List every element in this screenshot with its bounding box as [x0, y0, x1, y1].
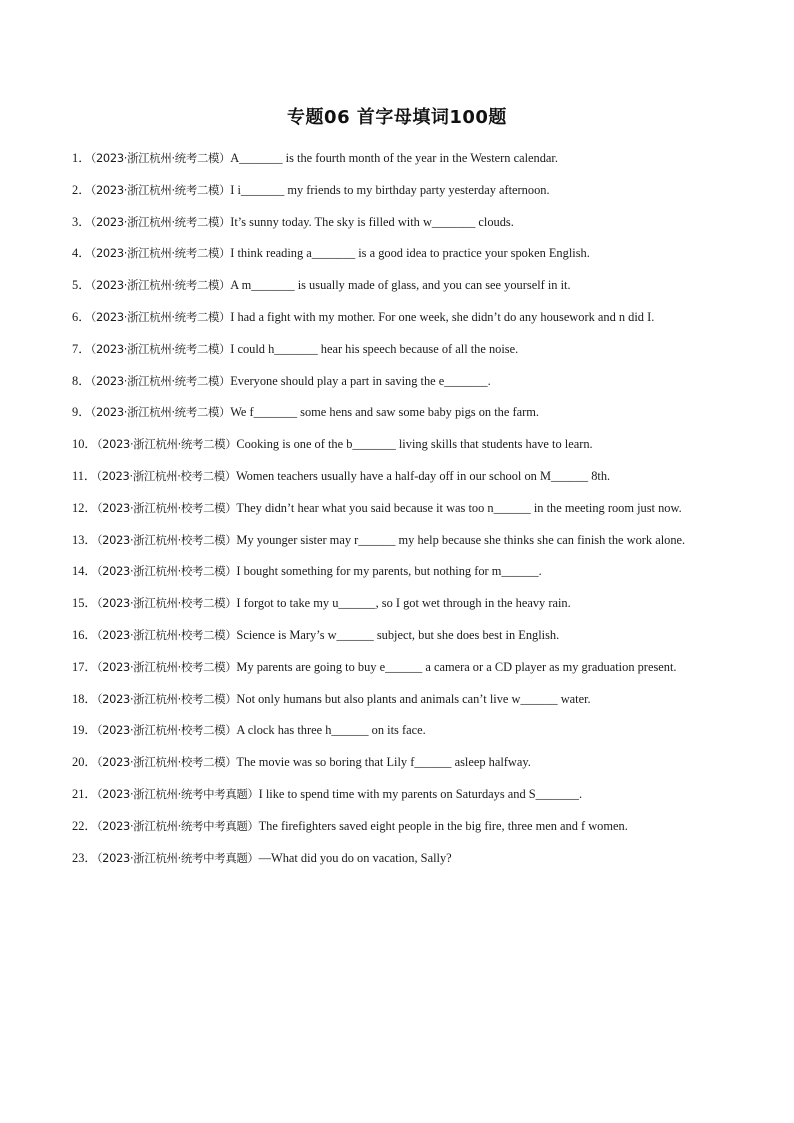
question-item: [72, 397, 723, 429]
question-list: [72, 143, 723, 874]
question-text: We f_______ some hens and saw some baby pigs on the farm.: [230, 405, 539, 420]
question-number: 12．: [72, 500, 97, 515]
question-text: A_______ is the fourth month of the year in the Western calendar.: [230, 151, 558, 165]
question-item: [72, 429, 723, 461]
question-source: （2023·浙江杭州·校考二模）: [96, 691, 237, 706]
question-source: （2023·浙江杭州·统考中考真题）: [96, 850, 259, 865]
question-number: 1．: [72, 151, 91, 165]
question-item: [72, 588, 723, 620]
question-source: （2023·浙江杭州·统考二模）: [90, 373, 231, 388]
question-item: [72, 493, 723, 525]
question-source: （2023·浙江杭州·统考二模）: [96, 437, 237, 452]
question-text: Women teachers usually have a half-day off in our school on M______ 8th.: [235, 468, 611, 483]
question-number: 10．: [72, 437, 97, 452]
question-text: I think reading a_______ is a good idea to practice your spoken English.: [230, 246, 590, 261]
question-number: 7．: [72, 341, 91, 356]
question-source: （2023·浙江杭州·统考中考真题）: [96, 818, 259, 833]
page-title: 专题06 首字母填词100题: [287, 107, 507, 128]
question-number: 16．: [72, 627, 97, 642]
question-source: （2023·浙江杭州·统考二模）: [90, 214, 231, 229]
question-text: The movie was so boring that Lily f______ asleep halfway.: [236, 755, 531, 770]
question-source: （2023·浙江杭州·统考二模）: [90, 246, 231, 261]
question-item: [72, 175, 723, 207]
question-item: [72, 143, 723, 175]
question-source: （2023·浙江杭州·统考二模）: [90, 151, 231, 165]
question-number: 22．: [72, 818, 97, 833]
question-source: （2023·浙江杭州·校考二模）: [96, 468, 236, 483]
question-number: 13．: [72, 532, 97, 547]
question-item: [72, 366, 723, 398]
question-item: [72, 747, 723, 779]
question-text: My parents are going to buy e______ a camera or a CD player as my graduation present.: [236, 659, 677, 674]
question-number: 11．: [72, 468, 97, 483]
question-number: 4．: [72, 246, 91, 261]
question-source: （2023·浙江杭州·统考二模）: [90, 309, 231, 324]
question-item: [72, 715, 723, 747]
question-text: It’s sunny today. The sky is filled with w_______ clouds.: [230, 214, 514, 229]
question-number: 5．: [72, 278, 91, 293]
question-number: 6．: [72, 309, 91, 324]
question-item: [72, 334, 723, 366]
question-source: （2023·浙江杭州·校考二模）: [96, 564, 237, 579]
question-number: 17．: [72, 659, 97, 674]
question-source: （2023·浙江杭州·统考二模）: [90, 341, 231, 356]
question-number: 3．: [72, 214, 91, 229]
question-text: The firefighters saved eight people in the big fire, three men and f women.: [258, 818, 628, 833]
question-text: Not only humans but also plants and animals can’t live w______ water.: [236, 691, 591, 706]
question-number: 20．: [72, 755, 97, 770]
question-item: [72, 525, 723, 557]
question-number: 19．: [72, 723, 97, 738]
question-item: [72, 620, 723, 652]
question-text: I could h_______ hear his speech because of all the noise.: [230, 341, 519, 356]
question-item: [72, 811, 723, 843]
question-text: A clock has three h______ on its face.: [236, 723, 426, 738]
question-source: （2023·浙江杭州·统考二模）: [90, 278, 231, 293]
question-text: I forgot to take my u______, so I got wet through in the heavy rain.: [236, 596, 571, 611]
question-text: I i_______ my friends to my birthday party yesterday afternoon.: [230, 182, 550, 197]
question-number: 9．: [72, 405, 91, 420]
question-number: 15．: [72, 596, 97, 611]
question-source: （2023·浙江杭州·统考中考真题）: [96, 786, 259, 801]
question-text: Everyone should play a part in saving the e_______.: [230, 373, 491, 388]
question-item: [72, 652, 723, 684]
question-source: （2023·浙江杭州·统考二模）: [90, 182, 231, 197]
question-number: 21．: [72, 786, 97, 801]
question-number: 14．: [72, 564, 97, 579]
question-item: [72, 684, 723, 716]
question-text: I bought something for my parents, but nothing for m______.: [236, 564, 542, 579]
question-item: [72, 843, 723, 875]
question-source: （2023·浙江杭州·校考二模）: [96, 723, 237, 738]
question-item: [72, 556, 723, 588]
question-item: [72, 779, 723, 811]
question-text: A m_______ is usually made of glass, and you can see yourself in it.: [230, 278, 571, 293]
question-source: （2023·浙江杭州·统考二模）: [90, 405, 231, 420]
question-source: （2023·浙江杭州·校考二模）: [96, 500, 237, 515]
question-text: Science is Mary’s w______ subject, but she does best in English.: [236, 627, 560, 642]
question-number: 23．: [72, 850, 97, 865]
question-number: 8．: [72, 373, 91, 388]
question-text: They didn’t hear what you said because it was too n______ in the meeting room just now.: [236, 500, 682, 515]
question-text: I had a fight with my mother. For one week, she didn’t do any housework and n did I.: [230, 309, 655, 324]
question-source: （2023·浙江杭州·校考二模）: [96, 755, 237, 770]
question-number: 18．: [72, 691, 97, 706]
question-number: 2．: [72, 182, 91, 197]
question-source: （2023·浙江杭州·校考二模）: [96, 627, 237, 642]
question-text: Cooking is one of the b_______ living skills that students have to learn.: [236, 437, 593, 452]
question-source: （2023·浙江杭州·校考二模）: [96, 596, 237, 611]
question-source: （2023·浙江杭州·校考二模）: [96, 659, 237, 674]
question-item: [72, 238, 723, 270]
question-text: I like to spend time with my parents on Saturdays and S_______.: [258, 786, 583, 801]
question-item: [72, 270, 723, 302]
question-item: [72, 461, 723, 493]
question-text: —What did you do on vacation, Sally?: [258, 850, 452, 865]
question-item: [72, 302, 723, 334]
question-source: （2023·浙江杭州·校考二模）: [96, 532, 237, 547]
question-text: My younger sister may r______ my help because she thinks she can finish the work alone.: [236, 532, 686, 547]
question-item: [72, 207, 723, 239]
